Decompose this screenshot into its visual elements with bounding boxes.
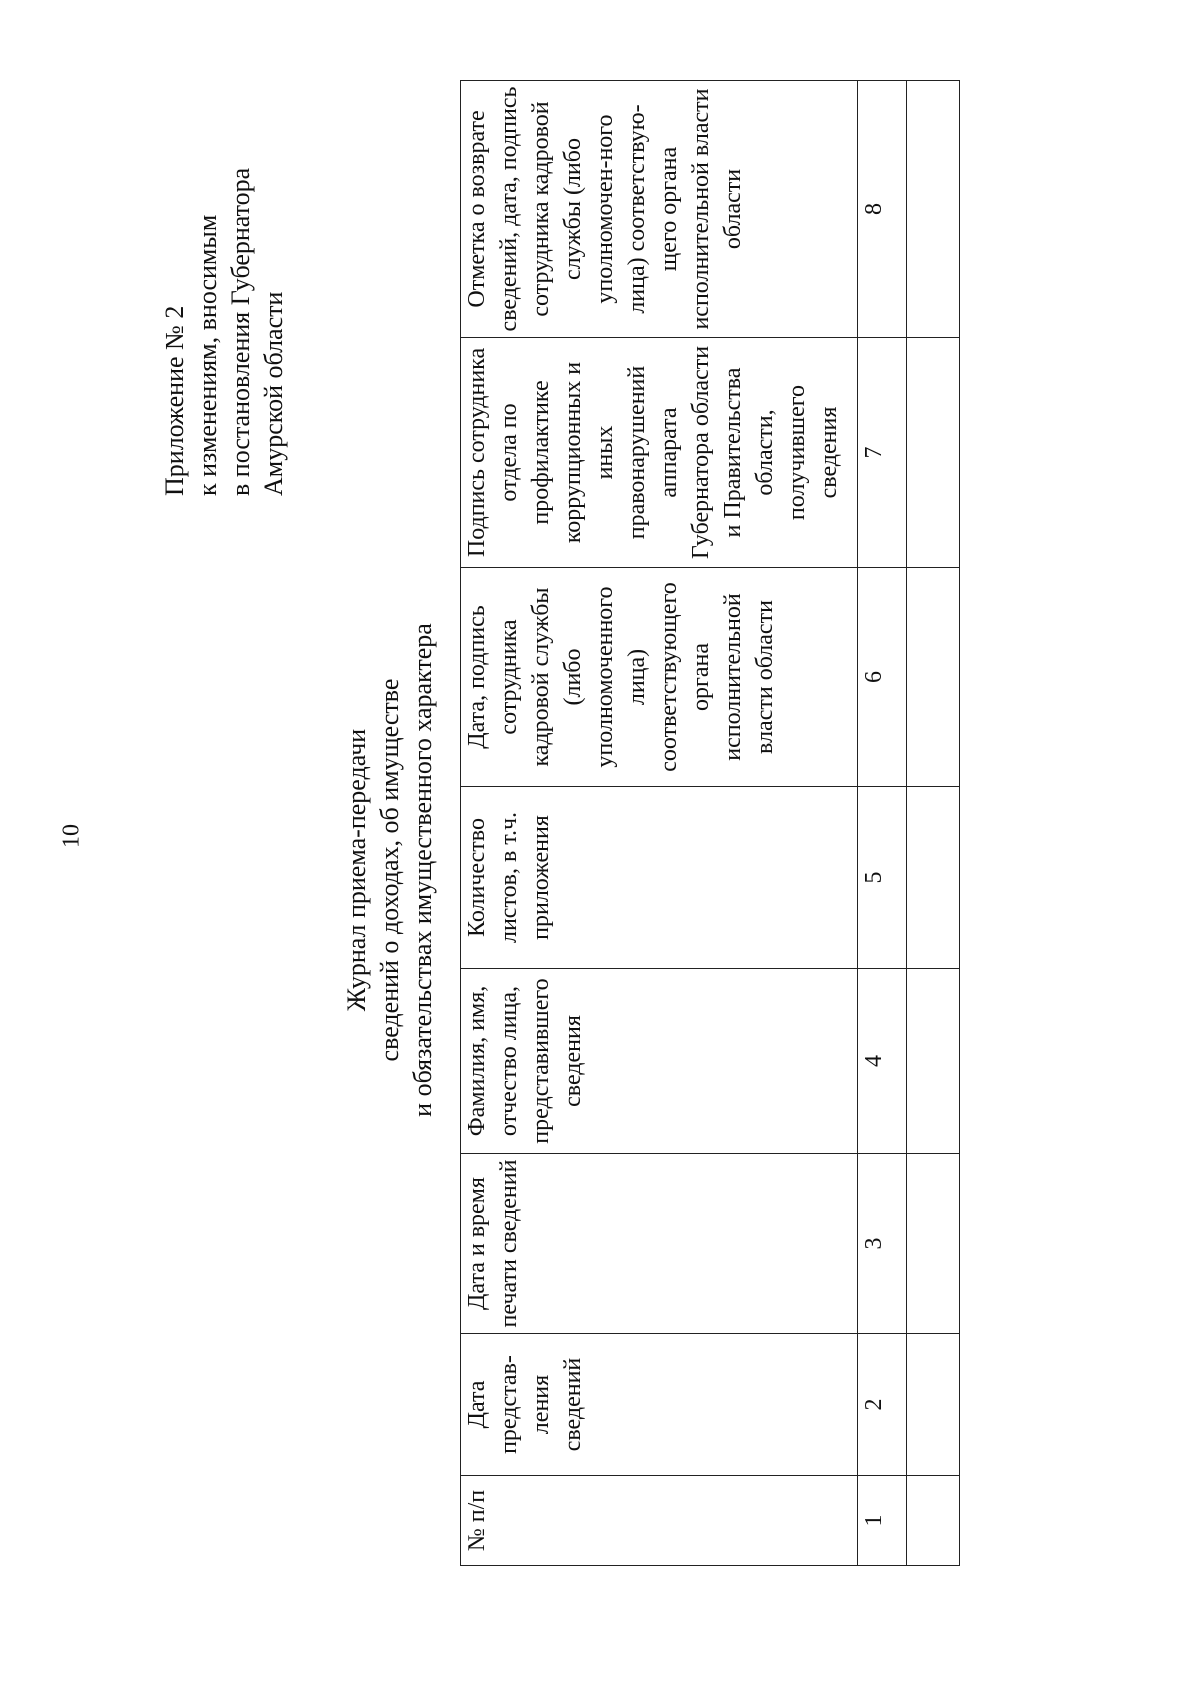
column-number-cell: 1 bbox=[858, 1476, 907, 1566]
header-text: Дата, подпись сотрудника кадровой службы (либо уполномоченного лица) соответствующего органа исполнительной власти области bbox=[464, 582, 778, 772]
page-number: 10 bbox=[58, 824, 85, 848]
entry-cell bbox=[907, 81, 960, 338]
header-cell bbox=[461, 1154, 858, 1334]
entry-cell bbox=[907, 1476, 960, 1566]
column-number-cell: 3 bbox=[858, 1154, 907, 1334]
header-text: Количество листов, в т.ч. приложения bbox=[464, 811, 554, 944]
appendix-line: к изменениям, вносимым bbox=[193, 214, 222, 496]
entry-cell bbox=[907, 969, 960, 1154]
entry-cell bbox=[907, 568, 960, 787]
header-cell bbox=[461, 1334, 858, 1476]
column-number-cell: 5 bbox=[858, 787, 907, 969]
document-title bbox=[340, 590, 439, 1150]
header-cell bbox=[461, 81, 858, 338]
column-number-cell: 7 bbox=[858, 338, 907, 568]
column-number-cell: 4 bbox=[858, 969, 907, 1154]
header-text: № п/п bbox=[464, 1489, 490, 1552]
title-line: Журнал приема-передачи bbox=[342, 728, 371, 1012]
entry-cell bbox=[907, 1154, 960, 1334]
header-text: Дата представ-ления сведений bbox=[464, 1355, 586, 1454]
header-cell bbox=[461, 568, 858, 787]
header-text: Подпись сотрудника отдела по профилактике коррупционных и иных правонарушений аппарата Губернатора области и Правительства области, получившего сведения bbox=[464, 345, 842, 560]
entry-cell bbox=[907, 1334, 960, 1476]
column-number-cell: 8 bbox=[858, 81, 907, 338]
entry-cell bbox=[907, 338, 960, 568]
header-text: Фамилия, имя, отчество лица, представившего сведения bbox=[464, 978, 586, 1144]
column-number-cell: 6 bbox=[858, 568, 907, 787]
appendix-line: Приложение № 2 bbox=[160, 305, 189, 496]
column-number-cell: 2 bbox=[858, 1334, 907, 1476]
appendix-line: Амурской области bbox=[259, 291, 288, 496]
appendix-line: в постановления Губернатора bbox=[226, 167, 255, 496]
column-number-row bbox=[858, 81, 907, 1566]
header-text: Дата и время печати сведений bbox=[464, 1159, 522, 1328]
title-line: сведений о доходах, об имуществе bbox=[375, 678, 404, 1062]
header-cell bbox=[461, 1476, 858, 1566]
header-text: Отметка о возврате сведений, дата, подпись сотрудника кадровой службы (либо уполномочен-ного лица) соответствую-щего органа исполнительной власти области bbox=[464, 86, 746, 332]
title-line: и обязательствах имущественного характера bbox=[408, 623, 437, 1117]
header-cell bbox=[461, 338, 858, 568]
empty-entry-row bbox=[907, 81, 960, 1566]
entry-cell bbox=[907, 787, 960, 969]
appendix-header bbox=[158, 168, 290, 496]
journal-table bbox=[460, 80, 960, 1566]
header-cell bbox=[461, 787, 858, 969]
header-cell bbox=[461, 969, 858, 1154]
header-row bbox=[461, 81, 858, 1566]
